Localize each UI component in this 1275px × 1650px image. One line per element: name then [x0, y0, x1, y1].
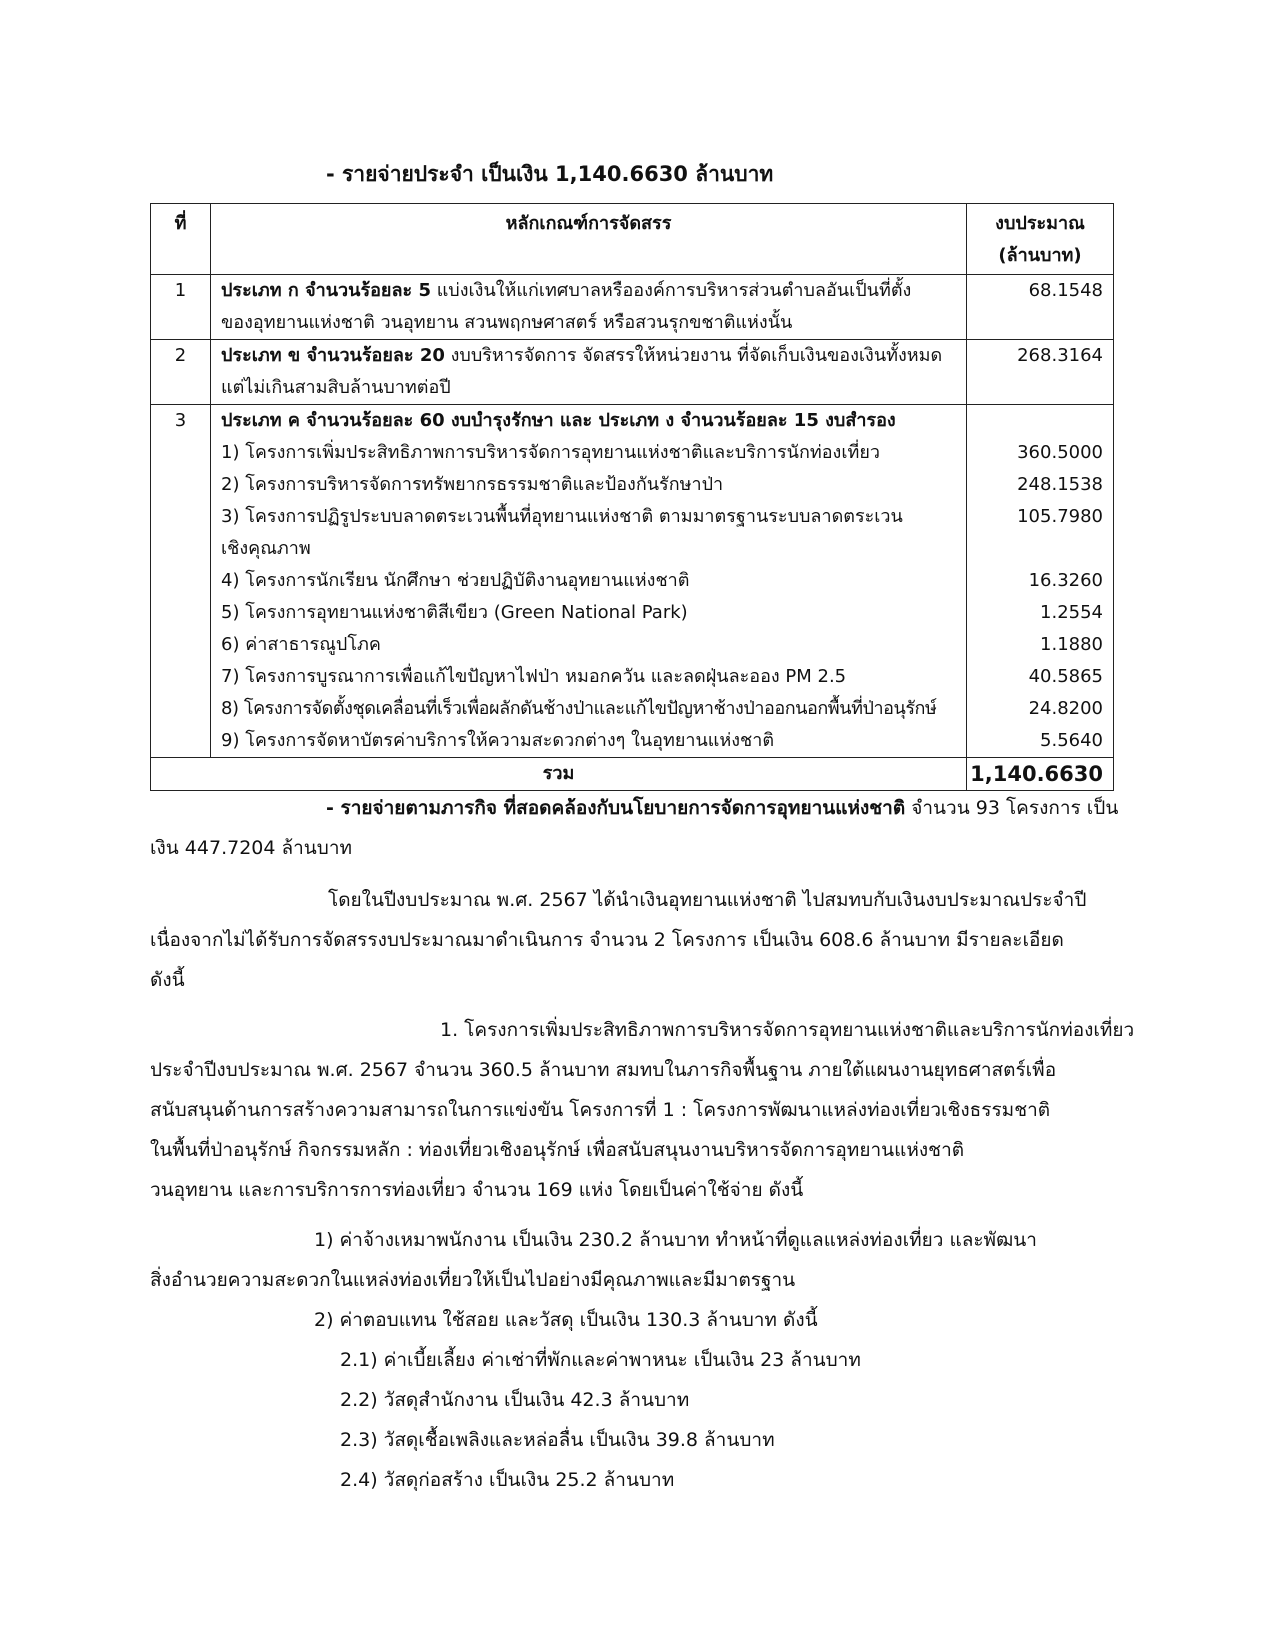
table-header-row — [151, 204, 1114, 275]
row-no: 1 — [151, 275, 211, 340]
row-criteria — [211, 275, 967, 340]
project-item: 7) โครงการบูรณาการเพื่อแก้ไขปัญหาไฟป่า หมอกควัน และลดฝุ่นละออง PM 2.5 — [221, 666, 847, 687]
row-category: ประเภท ข จำนวนร้อยละ 20 — [221, 345, 445, 366]
project-item: 6) ค่าสาธารณูปโภค — [221, 634, 381, 655]
project-amount: 248.1538 — [1017, 474, 1103, 495]
row-criteria — [211, 405, 967, 758]
table-row — [151, 340, 1114, 405]
mission-text: จำนวน 93 โครงการ เป็น — [905, 797, 1119, 819]
table-total-row — [151, 758, 1114, 791]
mission-text-cont: เงิน 447.7204 ล้านบาท — [150, 837, 353, 859]
row-amounts — [967, 405, 1114, 758]
project-item: 1) โครงการเพิ่มประสิทธิภาพการบริหารจัดการอุทยานแห่งชาติและบริการนักท่องเที่ยว — [221, 442, 880, 463]
paragraph-line: โดยในปีงบประมาณ พ.ศ. 2567 ได้นำเงินอุทยานแห่งชาติ ไปสมทบกับเงินงบประมาณประจำปี — [328, 889, 1087, 911]
paragraph-line: ประจำปีงบประมาณ พ.ศ. 2567 จำนวน 360.5 ล้านบาท สมทบในภารกิจพื้นฐาน ภายใต้แผนงานยุทธศาสตร์เพื่อ — [150, 1059, 1057, 1081]
expense-subitem: 2.2) วัสดุสำนักงาน เป็นเงิน 42.3 ล้านบาท — [340, 1389, 690, 1411]
header-no: ที่ — [151, 204, 211, 275]
project-amount: 1.1880 — [1040, 634, 1103, 655]
table-row — [151, 275, 1114, 340]
project-item-cont: เชิงคุณภาพ — [221, 538, 311, 559]
project-item: 2) โครงการบริหารจัดการทรัพยากรธรรมชาติและป้องกันรักษาป่า — [221, 474, 724, 495]
project-item: 5) โครงการอุทยานแห่งชาติสีเขียว (Green National Park) — [221, 602, 688, 623]
row-amount: 68.1548 — [967, 275, 1114, 340]
expense-item: 2) ค่าตอบแทน ใช้สอย และวัสดุ เป็นเงิน 130.3 ล้านบาท ดังนี้ — [314, 1309, 818, 1331]
mission-paragraph — [150, 788, 1119, 868]
row-text: แบ่งเงินให้แก่เทศบาลหรือองค์การบริหารส่วนตำบลอันเป็นที่ตั้ง — [430, 280, 912, 301]
expense-subitem: 2.4) วัสดุก่อสร้าง เป็นเงิน 25.2 ล้านบาท — [340, 1469, 675, 1491]
expense-list — [150, 1220, 1113, 1500]
row-text-cont: แต่ไม่เกินสามสิบล้านบาทต่อปี — [221, 377, 451, 398]
row-category: ประเภท ก จำนวนร้อยละ 5 — [221, 280, 431, 301]
row-no: 2 — [151, 340, 211, 405]
project-paragraph — [150, 1010, 1135, 1210]
row-amount: 268.3164 — [967, 340, 1114, 405]
paragraph-line: วนอุทยาน และการบริการการท่องเที่ยว จำนวน 169 แห่ง โดยเป็นค่าใช้จ่าย ดังนี้ — [150, 1179, 804, 1201]
header-amount-line2: (ล้านบาท) — [998, 245, 1082, 266]
header-amount-line1: งบประมาณ — [995, 213, 1085, 234]
project-amount: 5.5640 — [1040, 730, 1103, 751]
row-category: ประเภท ค จำนวนร้อยละ 60 งบบำรุงรักษา และ ประเภท ง จำนวนร้อยละ 15 งบสำรอง — [221, 410, 896, 431]
total-label: รวม — [151, 758, 967, 791]
table-row — [151, 405, 1114, 758]
header-criteria: หลักเกณฑ์การจัดสรร — [211, 204, 967, 275]
expense-subitem: 2.3) วัสดุเชื้อเพลิงและหล่อลื่น เป็นเงิน 39.8 ล้านบาท — [340, 1429, 775, 1451]
project-amount: 360.5000 — [1017, 442, 1103, 463]
header-amount — [967, 204, 1114, 275]
paragraph-line: ในพื้นที่ป่าอนุรักษ์ กิจกรรมหลัก : ท่องเที่ยวเชิงอนุรักษ์ เพื่อสนับสนุนงานบริหารจัดการอุทยานแห่งชาติ — [150, 1139, 965, 1161]
paragraph-line: สนับสนุนด้านการสร้างความสามารถในการแข่งขัน โครงการที่ 1 : โครงการพัฒนาแหล่งท่องเที่ยวเชิงธรรมชาติ — [150, 1099, 1051, 1121]
budget-table — [150, 203, 1114, 791]
project-item: 8) โครงการจัดตั้งชุดเคลื่อนที่เร็วเพื่อผลักดันช้างป่าและแก้ไขปัญหาช้างป่าออกนอกพื้นที่ป่าอนุรักษ์ — [221, 698, 937, 719]
intro-paragraph — [150, 880, 1113, 1000]
expense-item: 1) ค่าจ้างเหมาพนักงาน เป็นเงิน 230.2 ล้านบาท ทำหน้าที่ดูแลแหล่งท่องเที่ยว และพัฒนา — [314, 1229, 1037, 1251]
expense-item-cont: สิ่งอำนวยความสะดวกในแหล่งท่องเที่ยวให้เป็นไปอย่างมีคุณภาพและมีมาตรฐาน — [150, 1269, 796, 1291]
total-amount: 1,140.6630 — [967, 758, 1114, 791]
project-item: 4) โครงการนักเรียน นักศึกษา ช่วยปฏิบัติงานอุทยานแห่งชาติ — [221, 570, 690, 591]
section-heading: - รายจ่ายประจำ เป็นเงิน 1,140.6630 ล้านบาท — [326, 162, 774, 186]
project-amount: 1.2554 — [1040, 602, 1103, 623]
project-item: 9) โครงการจัดหาบัตรค่าบริการให้ความสะดวกต่างๆ ในอุทยานแห่งชาติ — [221, 730, 775, 751]
paragraph-line: เนื่องจากไม่ได้รับการจัดสรรงบประมาณมาดำเนินการ จำนวน 2 โครงการ เป็นเงิน 608.6 ล้านบาท มีรายละเอียด — [150, 929, 1064, 951]
paragraph-line: 1. โครงการเพิ่มประสิทธิภาพการบริหารจัดการอุทยานแห่งชาติและบริการนักท่องเที่ยว — [440, 1019, 1135, 1041]
expense-subitem: 2.1) ค่าเบี้ยเลี้ยง ค่าเช่าที่พักและค่าพาหนะ เป็นเงิน 23 ล้านบาท — [340, 1349, 861, 1371]
row-text: งบบริหารจัดการ จัดสรรให้หน่วยงาน ที่จัดเก็บเงินของเงินทั้งหมด — [444, 345, 943, 366]
paragraph-line: ดังนี้ — [150, 969, 185, 991]
project-amount: 40.5865 — [1028, 666, 1103, 687]
project-amount: 24.8200 — [1028, 698, 1103, 719]
row-criteria — [211, 340, 967, 405]
project-amount: 105.7980 — [1017, 506, 1103, 527]
project-item: 3) โครงการปฏิรูประบบลาดตระเวนพื้นที่อุทยานแห่งชาติ ตามมาตรฐานระบบลาดตระเวน — [221, 506, 903, 527]
row-no: 3 — [151, 405, 211, 758]
project-amount: 16.3260 — [1028, 570, 1103, 591]
row-text-cont: ของอุทยานแห่งชาติ วนอุทยาน สวนพฤกษศาสตร์ หรือสวนรุกขชาติแห่งนั้น — [221, 312, 793, 333]
mission-heading: - รายจ่ายตามภารกิจ ที่สอดคล้องกับนโยบายการจัดการอุทยานแห่งชาติ — [326, 797, 906, 819]
